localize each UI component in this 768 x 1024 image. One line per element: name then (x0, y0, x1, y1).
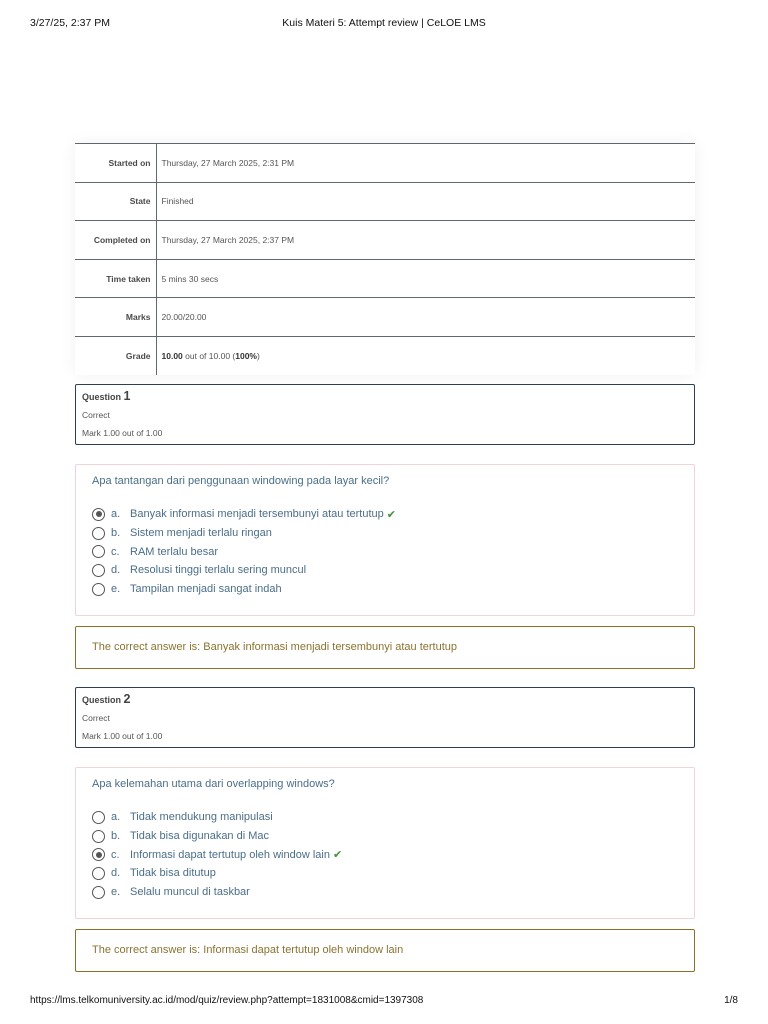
question-number-value: 1 (123, 389, 131, 403)
answer-option-c[interactable] (92, 542, 678, 561)
answer-list (92, 505, 678, 598)
answer-letter: e. (111, 583, 121, 596)
summary-row-marks (75, 298, 695, 337)
correct-answer-feedback-2: The correct answer is: Informasi dapat tertutup oleh window lain (75, 929, 695, 972)
answer-letter: a. (111, 508, 121, 521)
summary-row-state (75, 182, 695, 221)
grade-percent: 100% (235, 351, 257, 362)
attempt-summary-table (75, 143, 695, 375)
radio-checked-icon[interactable] (92, 848, 105, 861)
answer-letter: d. (111, 564, 121, 577)
radio-checked-icon[interactable] (92, 508, 105, 521)
answer-letter: e. (111, 886, 121, 899)
answer-option-e[interactable] (92, 883, 678, 902)
answer-option-a[interactable] (92, 505, 678, 524)
answer-text: RAM terlalu besar (130, 545, 219, 558)
completed-label: Completed on (75, 221, 156, 260)
answer-letter: d. (111, 867, 121, 880)
print-title: Kuis Materi 5: Attempt review | CeLOE LMS (282, 17, 486, 29)
question-number-value: 2 (123, 692, 131, 706)
print-date: 3/27/25, 2:37 PM (30, 17, 110, 29)
answer-text: Selalu muncul di taskbar (130, 886, 250, 899)
question-label: Question (82, 695, 124, 705)
answer-option-a[interactable] (92, 808, 678, 827)
radio-icon[interactable] (92, 583, 105, 596)
answer-letter: b. (111, 527, 121, 540)
answer-letter: a. (111, 811, 121, 824)
question-grade: Mark 1.00 out of 1.00 (82, 731, 163, 741)
answer-option-c[interactable] (92, 845, 678, 864)
radio-icon[interactable] (92, 830, 105, 843)
print-footer (30, 995, 738, 1009)
question-state: Correct (82, 713, 110, 723)
started-value: Thursday, 27 March 2025, 2:31 PM (161, 157, 295, 168)
radio-icon[interactable] (92, 564, 105, 577)
question-content-2 (75, 767, 695, 919)
time-label: Time taken (75, 259, 156, 298)
print-url: https://lms.telkomuniversity.ac.id/mod/quiz/review.php?attempt=1831008&cmid=1397308 (30, 995, 424, 1006)
question-number (82, 691, 688, 709)
question-label: Question (82, 392, 124, 402)
answer-option-e[interactable] (92, 580, 678, 599)
question-state: Correct (82, 410, 110, 420)
answer-option-d[interactable] (92, 561, 678, 580)
radio-icon[interactable] (92, 527, 105, 540)
marks-value: 20.00/20.00 (161, 312, 207, 323)
answer-text: Banyak informasi menjadi tersembunyi atau tertutup (130, 508, 384, 521)
answer-text: Tidak bisa digunakan di Mac (130, 830, 270, 843)
answer-option-b[interactable] (92, 524, 678, 543)
summary-row-grade (75, 336, 695, 375)
answer-text: Tampilan menjadi sangat indah (130, 583, 282, 596)
grade-label: Grade (75, 336, 156, 375)
answer-list (92, 808, 678, 901)
state-label: State (75, 182, 156, 221)
radio-icon[interactable] (92, 886, 105, 899)
state-value: Finished (161, 196, 194, 207)
answer-letter: c. (111, 545, 120, 558)
print-header (30, 17, 738, 31)
check-icon: ✔ (332, 849, 343, 862)
time-value: 5 mins 30 secs (161, 273, 219, 284)
radio-icon[interactable] (92, 811, 105, 824)
question-grade: Mark 1.00 out of 1.00 (82, 428, 163, 438)
radio-icon[interactable] (92, 867, 105, 880)
page-number: 1/8 (724, 995, 738, 1006)
grade-out-of: out of 10.00 ( (182, 351, 236, 362)
question-prompt: Apa tantangan dari penggunaan windowing pada layar kecil? (92, 475, 390, 487)
answer-option-d[interactable] (92, 864, 678, 883)
grade-value (156, 336, 695, 375)
question-number (82, 388, 688, 406)
answer-text: Tidak mendukung manipulasi (130, 811, 273, 824)
summary-row-time (75, 259, 695, 298)
marks-label: Marks (75, 298, 156, 337)
question-content-1 (75, 464, 695, 616)
summary-row-completed (75, 221, 695, 260)
answer-text: Informasi dapat tertutup oleh window lain (130, 848, 330, 861)
radio-icon[interactable] (92, 545, 105, 558)
answer-letter: c. (111, 848, 120, 861)
answer-text: Sistem menjadi terlalu ringan (130, 527, 272, 540)
answer-option-b[interactable] (92, 827, 678, 846)
question-prompt: Apa kelemahan utama dari overlapping windows? (92, 778, 335, 790)
started-label: Started on (75, 144, 156, 183)
answer-text: Resolusi tinggi terlalu sering muncul (130, 564, 307, 577)
grade-close: ) (256, 351, 260, 362)
answer-letter: b. (111, 830, 121, 843)
correct-answer-feedback-1: The correct answer is: Banyak informasi menjadi tersembunyi atau tertutup (75, 626, 695, 669)
check-icon: ✔ (386, 508, 396, 521)
answer-text: Tidak bisa ditutup (130, 867, 216, 880)
grade-score: 10.00 (161, 351, 183, 362)
completed-value: Thursday, 27 March 2025, 2:37 PM (161, 234, 295, 245)
question-info-2 (75, 687, 695, 748)
question-info-1 (75, 384, 695, 445)
summary-row-started (75, 144, 695, 183)
